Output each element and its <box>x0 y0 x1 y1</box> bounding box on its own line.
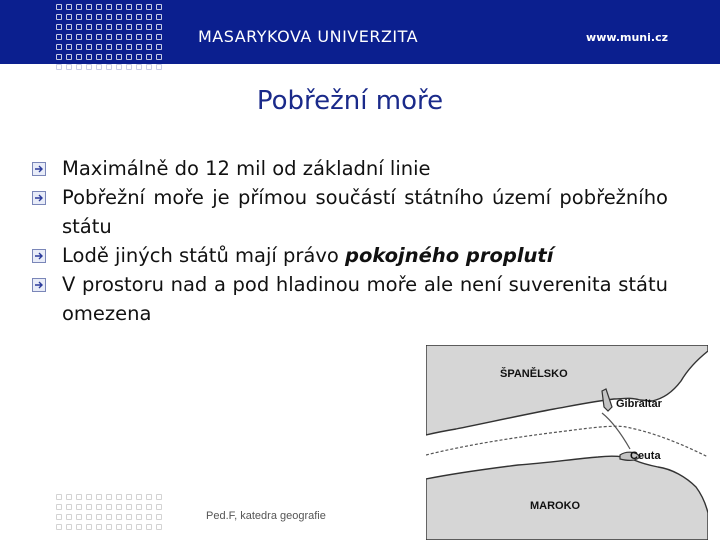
grid-dot <box>66 44 72 50</box>
grid-dot <box>96 34 102 40</box>
bullet-text: V prostoru nad a pod hladinou moře ale není suverenita státu omezena <box>62 273 668 325</box>
grid-dot <box>156 24 162 30</box>
grid-dot <box>136 54 142 60</box>
grid-dot <box>136 34 142 40</box>
grid-dot <box>76 44 82 50</box>
grid-dot <box>116 4 122 10</box>
grid-dot <box>56 34 62 40</box>
grid-dot <box>66 4 72 10</box>
bullet-emphasis: pokojného proplutí <box>345 244 554 267</box>
grid-dot <box>66 524 72 530</box>
grid-dot <box>56 14 62 20</box>
grid-dot <box>106 24 112 30</box>
grid-dot <box>136 504 142 510</box>
grid-dot <box>56 494 62 500</box>
grid-dot <box>66 514 72 520</box>
university-name: MASARYKOVA UNIVERZITA <box>198 27 419 46</box>
bullet-text: Lodě jiných států mají právo <box>62 244 345 267</box>
grid-dot <box>146 524 152 530</box>
grid-dot <box>86 514 92 520</box>
grid-dot <box>156 504 162 510</box>
grid-dot <box>86 54 92 60</box>
grid-dot <box>86 524 92 530</box>
grid-dot <box>86 64 92 70</box>
arrow-box-icon <box>32 278 46 292</box>
grid-dot <box>76 64 82 70</box>
grid-dot <box>116 494 122 500</box>
grid-dot <box>126 34 132 40</box>
grid-dot <box>116 44 122 50</box>
grid-dot <box>146 34 152 40</box>
grid-dot <box>126 524 132 530</box>
grid-dot <box>146 24 152 30</box>
grid-dot <box>136 24 142 30</box>
grid-dot <box>116 64 122 70</box>
grid-dot <box>106 34 112 40</box>
bullet-item <box>32 270 668 328</box>
grid-dot <box>156 34 162 40</box>
bullet-item <box>32 241 668 270</box>
grid-dot <box>66 34 72 40</box>
grid-dot <box>106 504 112 510</box>
footer-dot-grid <box>56 494 168 540</box>
arrow-box-icon <box>32 162 46 176</box>
grid-dot <box>66 504 72 510</box>
grid-dot <box>66 64 72 70</box>
grid-dot <box>116 34 122 40</box>
bullet-item <box>32 154 668 183</box>
grid-dot <box>76 4 82 10</box>
grid-dot <box>146 44 152 50</box>
grid-dot <box>106 44 112 50</box>
grid-dot <box>106 54 112 60</box>
grid-dot <box>56 44 62 50</box>
grid-dot <box>106 524 112 530</box>
grid-dot <box>86 494 92 500</box>
arrow-box-icon <box>32 191 46 205</box>
grid-dot <box>126 44 132 50</box>
grid-dot <box>116 524 122 530</box>
grid-dot <box>96 524 102 530</box>
bullet-text: Maximálně do 12 mil od základní linie <box>62 157 431 180</box>
grid-dot <box>96 494 102 500</box>
grid-dot <box>96 4 102 10</box>
grid-dot <box>126 54 132 60</box>
grid-dot <box>66 14 72 20</box>
grid-dot <box>156 54 162 60</box>
header-bar <box>0 0 720 64</box>
grid-dot <box>146 514 152 520</box>
grid-dot <box>56 54 62 60</box>
grid-dot <box>126 14 132 20</box>
grid-dot <box>96 14 102 20</box>
grid-dot <box>136 524 142 530</box>
map-label-ceuta: Ceuta <box>630 450 661 462</box>
grid-dot <box>76 54 82 60</box>
grid-dot <box>96 44 102 50</box>
grid-dot <box>96 24 102 30</box>
grid-dot <box>136 4 142 10</box>
grid-dot <box>56 64 62 70</box>
grid-dot <box>96 54 102 60</box>
map-label-gibraltar: Gibraltar <box>616 398 662 410</box>
grid-dot <box>76 524 82 530</box>
grid-dot <box>96 514 102 520</box>
grid-dot <box>156 514 162 520</box>
grid-dot <box>136 494 142 500</box>
grid-dot <box>156 494 162 500</box>
grid-dot <box>126 494 132 500</box>
university-url[interactable]: www.muni.cz <box>586 31 668 44</box>
grid-dot <box>76 494 82 500</box>
grid-dot <box>136 44 142 50</box>
grid-dot <box>116 24 122 30</box>
map-label-morocco: MAROKO <box>530 500 581 512</box>
grid-dot <box>146 4 152 10</box>
grid-dot <box>76 34 82 40</box>
grid-dot <box>116 54 122 60</box>
grid-dot <box>106 494 112 500</box>
grid-dot <box>86 504 92 510</box>
grid-dot <box>86 4 92 10</box>
grid-dot <box>156 524 162 530</box>
grid-dot <box>146 494 152 500</box>
grid-dot <box>106 14 112 20</box>
grid-dot <box>156 4 162 10</box>
grid-dot <box>86 14 92 20</box>
footer-text: Ped.F, katedra geografie <box>206 510 326 522</box>
grid-dot <box>66 24 72 30</box>
grid-dot <box>156 14 162 20</box>
grid-dot <box>126 514 132 520</box>
grid-dot <box>126 504 132 510</box>
grid-dot <box>66 494 72 500</box>
logo-dot-grid <box>56 4 168 76</box>
grid-dot <box>116 514 122 520</box>
grid-dot <box>106 64 112 70</box>
grid-dot <box>146 54 152 60</box>
grid-dot <box>76 24 82 30</box>
bullet-text: Pobřežní moře je přímou součástí státního území pobřežního státu <box>62 186 668 238</box>
grid-dot <box>146 14 152 20</box>
grid-dot <box>56 4 62 10</box>
grid-dot <box>136 514 142 520</box>
grid-dot <box>86 34 92 40</box>
bullet-item <box>32 183 668 241</box>
grid-dot <box>56 514 62 520</box>
grid-dot <box>96 64 102 70</box>
grid-dot <box>56 524 62 530</box>
grid-dot <box>146 504 152 510</box>
grid-dot <box>126 24 132 30</box>
grid-dot <box>86 44 92 50</box>
strait-of-gibraltar-map <box>426 345 708 540</box>
grid-dot <box>66 54 72 60</box>
grid-dot <box>116 14 122 20</box>
slide-title: Pobřežní moře <box>256 86 444 116</box>
grid-dot <box>136 64 142 70</box>
grid-dot <box>106 4 112 10</box>
bullet-list <box>32 154 668 328</box>
grid-dot <box>136 14 142 20</box>
grid-dot <box>96 504 102 510</box>
grid-dot <box>76 514 82 520</box>
grid-dot <box>156 64 162 70</box>
grid-dot <box>116 504 122 510</box>
grid-dot <box>56 504 62 510</box>
grid-dot <box>156 44 162 50</box>
grid-dot <box>106 514 112 520</box>
grid-dot <box>146 64 152 70</box>
grid-dot <box>56 24 62 30</box>
map-label-spain: ŠPANĚLSKO <box>500 368 568 380</box>
grid-dot <box>126 4 132 10</box>
grid-dot <box>126 64 132 70</box>
arrow-box-icon <box>32 249 46 263</box>
grid-dot <box>76 504 82 510</box>
grid-dot <box>86 24 92 30</box>
grid-dot <box>76 14 82 20</box>
